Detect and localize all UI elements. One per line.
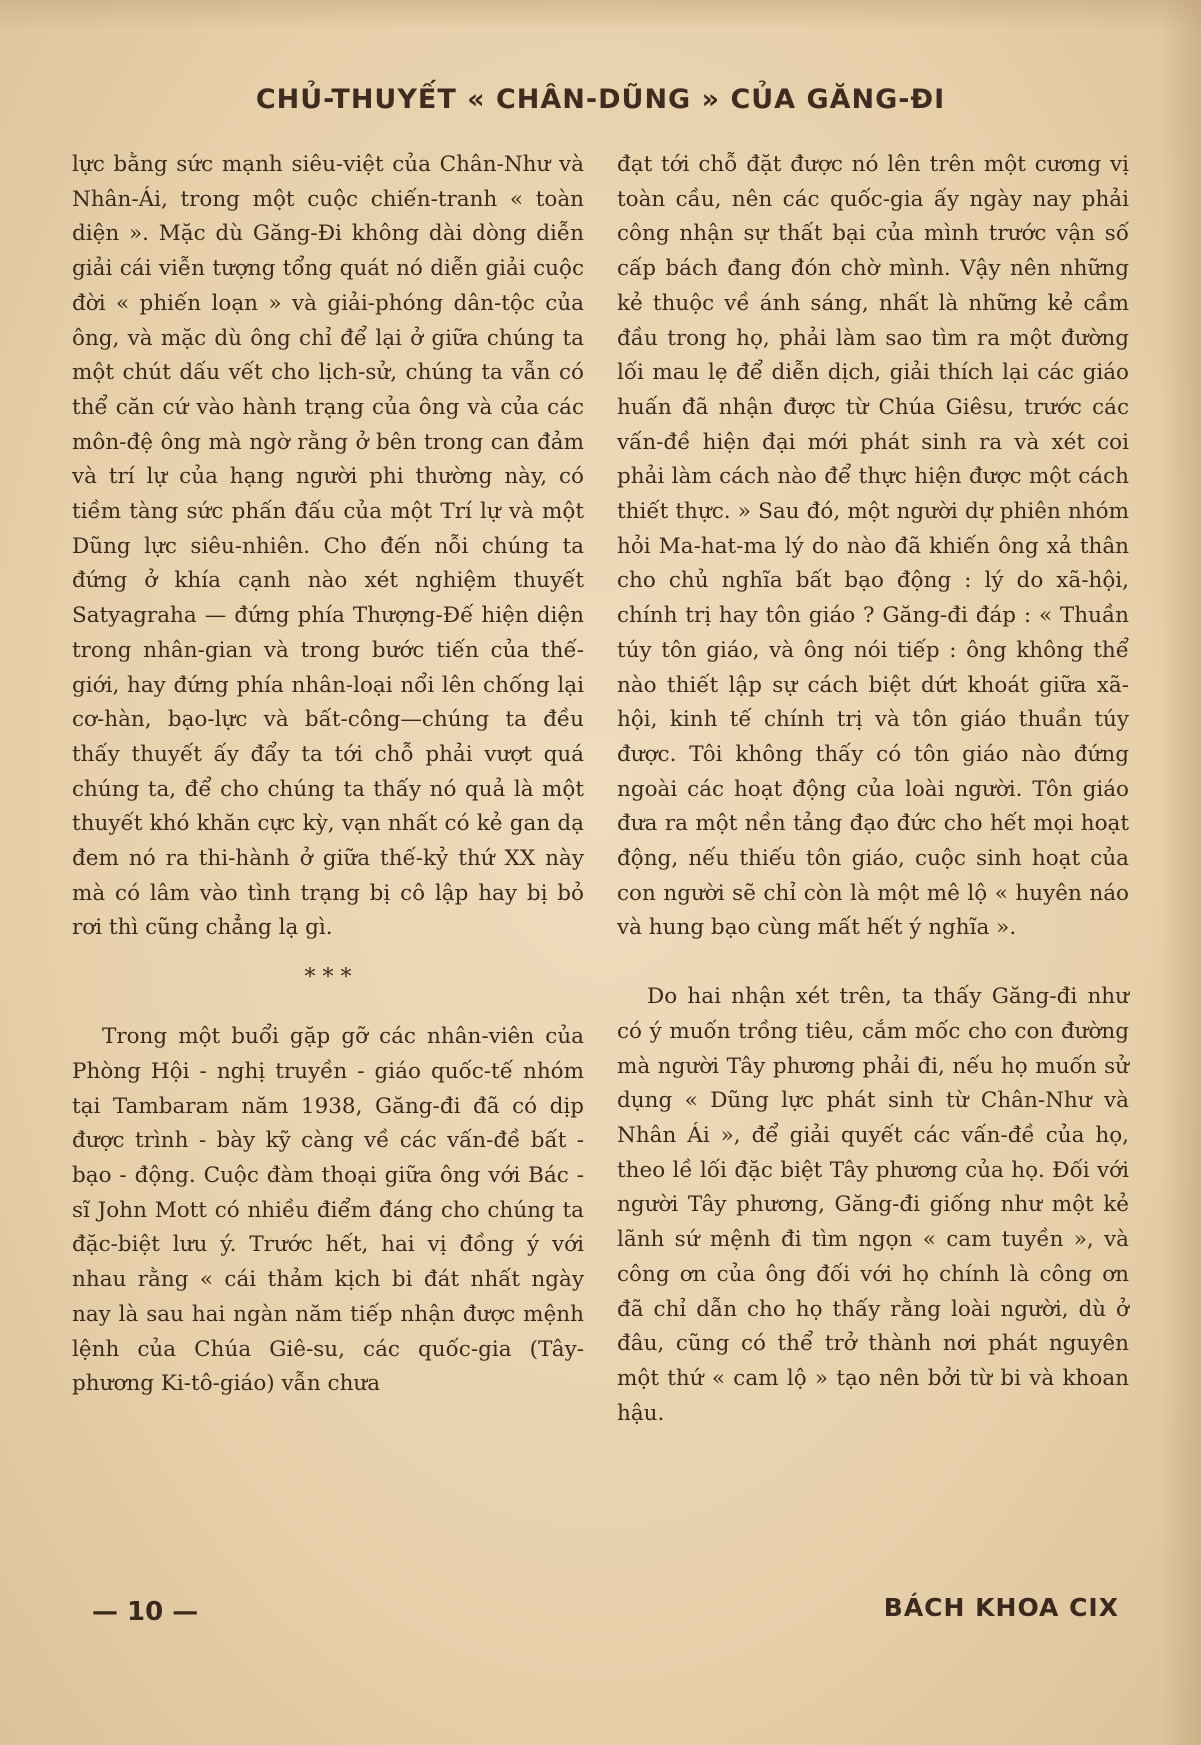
- paper-edge-right: [1161, 0, 1201, 1745]
- page-number: — 10 —: [92, 1597, 199, 1627]
- left-paragraph-1: lực bằng sức mạnh siêu-việt của Chân-Như và Nhân-Ái, trong một cuộc chiến-tranh « toàn diện ». Mặc dù Găng-Đi không dài dòng diễn giải cái viễn tượng tổng quát nó diễn giải cuộc đời « phiến loạn » và giải-phóng dân-tộc của ông, và mặc dù ông chỉ để lại ở giữa chúng ta một chút dấu vết cho lịch-sử, chúng ta vẫn có thể căn cứ vào hành trạng của ông và của các môn-đệ ông mà ngờ rằng ở bên trong can đảm và trí lự của hạng người phi thường này, có tiềm tàng sức phấn đấu của một Trí lự và một Dũng lực siêu-nhiên. Cho đến nỗi chúng ta đứng ở khía cạnh nào xét nghiệm thuyết Satyagraha — đứng phía Thượng-Đế hiện diện trong nhân-gian và trong bước tiến của thế-giới, hay đứng phía nhân-loại nổi lên chống lại cơ-hàn, bạo-lực và bất-công—chúng ta đều thấy thuyết ấy đẩy ta tới chỗ phải vượt quá chúng ta, để cho chúng ta thấy nó quả là một thuyết khó khăn cực kỳ, vạn nhất có kẻ gan dạ đem nó ra thi-hành ở giữa thế-kỷ thứ XX này mà có lâm vào tình trạng bị cô lập hay bị bỏ rơi thì cũng chẳng lạ gì.: [72, 152, 584, 941]
- publication-name: BÁCH KHOA CIX: [883, 1593, 1119, 1622]
- running-head: CHỦ-THUYẾT « CHÂN-DŨNG » CỦA GĂNG-ĐI: [255, 84, 946, 115]
- right-paragraph-1: đạt tới chỗ đặt được nó lên trên một cương vị toàn cầu, nên các quốc-gia ấy ngày nay phải công nhận sự thất bại của mình trước vận số cấp bách đang đón chờ mình. Vậy nên những kẻ thuộc về ánh sáng, nhất là những kẻ cầm đầu trong họ, phải làm sao tìm ra một đường lối mau lẹ để diễn dịch, giải thích lại các giáo huấn đã nhận được từ Chúa Giêsu, trước các vấn-đề hiện đại mới phát sinh ra và xét coi phải làm cách nào để thực hiện được một cách thiết thực. » Sau đó, một người dự phiên nhóm hỏi Ma-hat-ma lý do nào đã khiến ông xả thân cho chủ nghĩa bất bạo động : lý do xã-hội, chính trị hay tôn giáo ? Găng-đi đáp : « Thuần túy tôn giáo, và ông nói tiếp : ông không thể nào thiết lập sự cách biệt dứt khoát giữa xã-hội, kinh tế chính trị và tôn giáo thuần túy được. Tôi không thấy có tôn giáo nào đứng ngoài các hoạt động của loài người. Tôn giáo đưa ra một nền tảng đạo đức cho hết mọi hoạt động, nếu thiếu tôn giáo, cuộc sinh hoạt của con người sẽ chỉ còn là một mê lộ « huyên náo và hung bạo cùng mất hết ý nghĩa ».: [617, 152, 1129, 941]
- section-separator: * * *: [304, 965, 352, 991]
- left-paragraph-2: Trong một buổi gặp gỡ các nhân-viên của Phòng Hội - nghị truyền - giáo quốc-tế nhóm tại Tambaram năm 1938, Găng-đi đã có dịp được trình - bày kỹ càng về các vấn-đề bất - bạo - động. Cuộc đàm thoại giữa ông với Bác - sĩ John Mott có nhiều điểm đáng cho chúng ta đặc-biệt lưu ý. Trước hết, hai vị đồng ý với nhau rằng « cái thảm kịch bi đát nhất ngày nay là sau hai ngàn năm tiếp nhận được mệnh lệnh của Chúa Giê-su, các quốc-gia (Tây-phương Ki-tô-giáo) vẫn chưa: [72, 1024, 584, 1397]
- left-column: [72, 148, 584, 1402]
- paragraph-gap: [617, 946, 1129, 980]
- right-paragraph-2: Do hai nhận xét trên, ta thấy Găng-đi như có ý muốn trồng tiêu, cắm mốc cho con đường mà người Tây phương phải đi, nếu họ muốn sử dụng « Dũng lực phát sinh từ Chân-Như và Nhân Ái », để giải quyết các vấn-đề của họ, theo lề lối đặc biệt Tây phương của họ. Đối với người Tây phương, Găng-đi giống như một kẻ lãnh sứ mệnh đi tìm ngọn « cam tuyền », và công ơn của ông đối với họ chính là công ơn đã chỉ dẫn cho họ thấy rằng loài người, dù ở đâu, cũng có thể trở thành nơi phát nguyên một thứ « cam lộ » tạo nên bởi từ bi và khoan hậu.: [617, 984, 1129, 1426]
- paper-edge-top: [0, 0, 1201, 30]
- right-column: [617, 148, 1129, 1431]
